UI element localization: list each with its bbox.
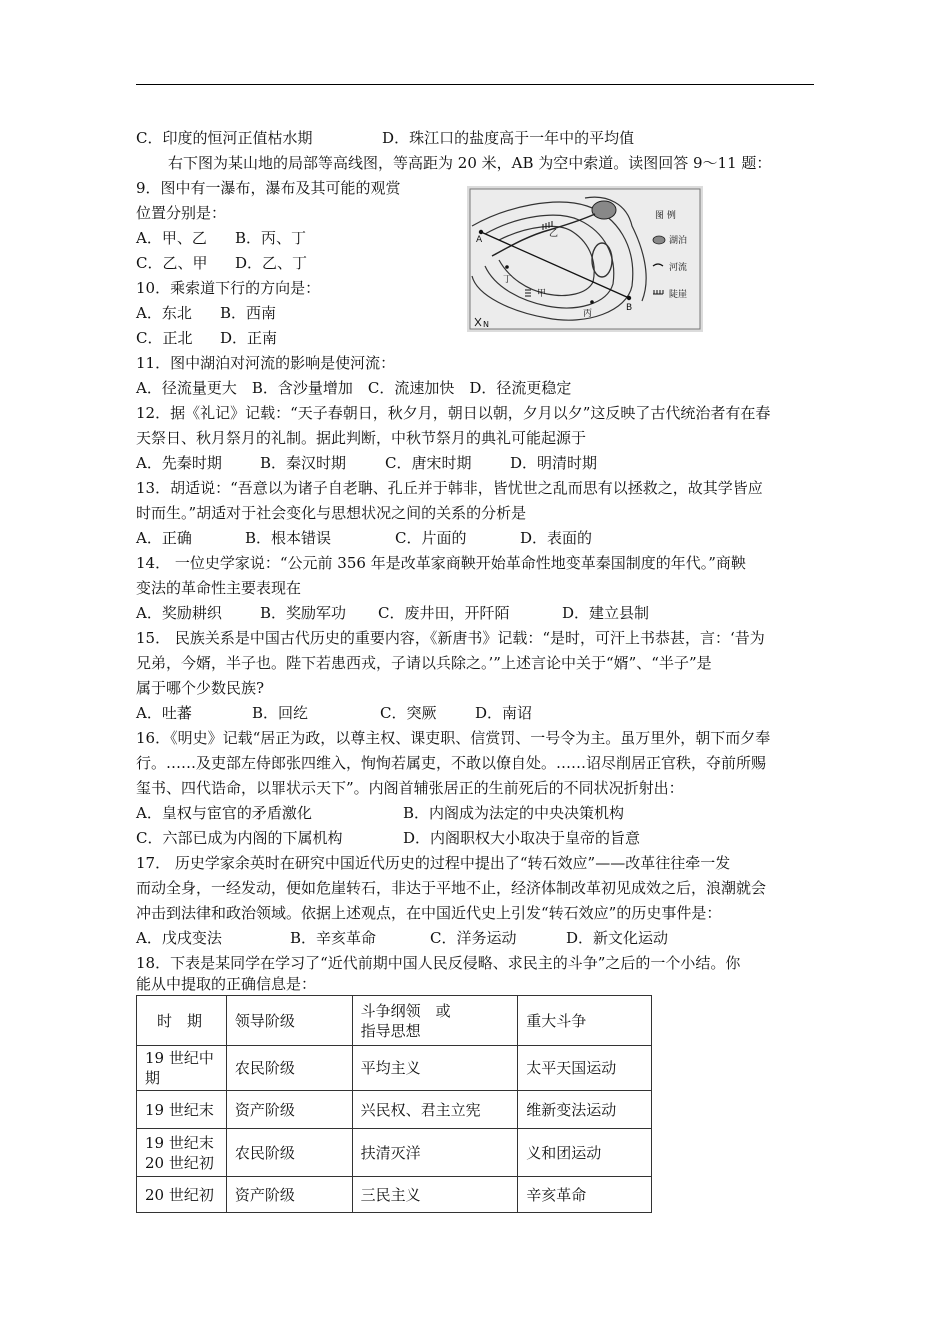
q13-option-b: B．根本错误: [245, 529, 332, 547]
q14-option-a: A．奖励耕织: [136, 604, 222, 622]
q11-stem: 11．图中湖泊对河流的影响是使河流：: [136, 354, 396, 372]
q17-stem-2: 而动全身，一经发动，便如危崖转石，非达于平地不止，经济体制改革初见成效之后，浪潮就会: [136, 879, 767, 897]
lake-shape: [592, 201, 616, 219]
north-label: N: [483, 320, 489, 329]
row4-program: 三民主义: [352, 1177, 518, 1213]
row2-program: 兴民权、君主立宪: [352, 1091, 518, 1129]
q10-option-d: D．正南: [220, 329, 278, 347]
q15-option-c: C．突厥: [380, 704, 437, 722]
q15-option-a: A．吐蕃: [136, 704, 192, 722]
row4-period: 20 世纪初: [137, 1177, 227, 1213]
q18-stem-2: 能从中提取的正确信息是：: [136, 975, 317, 993]
q8-option-d: D．珠江口的盐度高于一年中的平均值: [382, 129, 635, 147]
section-intro: 右下图为某山地的局部等高线图，等高距为 20 米，AB 为空中索道。读图回答 9～11 题：: [168, 154, 772, 172]
q13-option-a: A．正确: [136, 529, 192, 547]
table-row: [137, 1046, 652, 1091]
row1-struggle: 太平天国运动: [518, 1046, 652, 1091]
q12-option-a: A．先秦时期: [136, 454, 222, 472]
q16-option-b: B．内阁成为法定的中央决策机构: [403, 804, 625, 822]
legend-river-label: 河流: [669, 263, 688, 273]
q13-stem-2: 时而生。”胡适对于社会变化与思想状况之间的关系的分析是: [136, 504, 527, 522]
q14-option-d: D．建立县制: [562, 604, 650, 622]
header-program-line-1: 斗争纲领 或: [360, 1001, 451, 1020]
q11-options: A．径流量更大 B．含沙量增加 C．流速加快 D．径流更稳定: [136, 379, 572, 397]
q10-stem: 10．乘索道下行的方向是：: [136, 279, 321, 297]
q17-option-c: C．洋务运动: [430, 929, 517, 947]
header-rule: [136, 84, 814, 85]
row1-period: 19 世纪中期: [137, 1046, 227, 1091]
point-a-marker: [479, 230, 483, 234]
q15-stem-2: 兄弟，今婿，半子也。陛下若患西戎，子请以兵除之。’”上述言论中关于“婿”、“半子”是: [136, 654, 712, 672]
q12-option-b: B．秦汉时期: [260, 454, 347, 472]
row2-class: 资产阶级: [226, 1091, 352, 1129]
q12-option-c: C．唐宋时期: [385, 454, 472, 472]
q16-stem-1: 16．《明史》记载“居正为政，以尊主权、课吏职、信赏罚、一号令为主。虽万里外，朝下而夕奉: [136, 729, 771, 747]
contour-map: [467, 186, 703, 332]
q14-option-c: C．废井田，开阡陌: [378, 604, 510, 622]
q13-option-d: D．表面的: [520, 529, 593, 547]
point-b-marker: [627, 296, 631, 300]
legend-lake-label: 湖泊: [669, 236, 688, 246]
summary-table: [136, 995, 652, 1213]
q17-stem-3: 冲击到法律和政治领域。依据上述观点，在中国近代史上引发“转石效应”的历史事件是：: [136, 904, 722, 922]
label-bing: 丙: [583, 309, 593, 319]
legend-cliff-label: 陡崖: [669, 290, 688, 300]
q14-stem-1: 14． 一位史学家说：“公元前 356 年是改革家商鞅开始革命性地变革秦国制度的年代。”商鞅: [136, 554, 746, 572]
table-row: [137, 1129, 652, 1177]
row3-period-line-1: 19 世纪末: [145, 1133, 214, 1152]
row3-class: 农民阶级: [226, 1129, 352, 1177]
q15-stem-3: 属于哪个少数民族?: [136, 679, 265, 697]
header-struggle: 重大斗争: [518, 996, 652, 1046]
q9-option-c: C．乙、甲: [136, 254, 208, 272]
label-jia: 甲: [537, 289, 547, 299]
header-leading-class: 领导阶级: [226, 996, 352, 1046]
row3-period-line-2: 20 世纪初: [145, 1153, 214, 1172]
q9-option-b: B．丙、丁: [235, 229, 307, 247]
row2-struggle: 维新变法运动: [518, 1091, 652, 1129]
q10-option-b: B．西南: [220, 304, 277, 322]
row1-program: 平均主义: [352, 1046, 518, 1091]
point-ding-marker: [505, 265, 509, 269]
legend-title: 图 例: [655, 211, 676, 221]
q10-option-c: C．正北: [136, 329, 193, 347]
q12-stem-2: 天祭日、秋月祭月的礼制。据此判断，中秋节祭月的典礼可能起源于: [136, 429, 587, 447]
row2-period: 19 世纪末: [137, 1091, 227, 1129]
q16-stem-2: 行。……及吏部左侍郎张四维入，恂恂若属吏，不敢以僚自处。……诏尽削居正官秩，夺前所赐: [136, 754, 767, 772]
label-ding: 丁: [503, 275, 513, 285]
row3-period: [137, 1129, 227, 1177]
q9-stem-1: 9．图中有一瀑布，瀑布及其可能的观赏: [136, 179, 401, 197]
q9-stem-2: 位置分别是：: [136, 204, 227, 222]
q12-stem-1: 12．据《礼记》记载：“天子春朝日，秋夕月，朝日以朝，夕月以夕”这反映了古代统治者有在春: [136, 404, 771, 422]
table-row: [137, 1177, 652, 1213]
row4-struggle: 辛亥革命: [518, 1177, 652, 1213]
point-bing-marker: [590, 300, 594, 304]
q14-option-b: B．奖励军功: [260, 604, 347, 622]
row3-struggle: 义和团运动: [518, 1129, 652, 1177]
label-a: A: [476, 235, 483, 245]
q15-stem-1: 15． 民族关系是中国古代历史的重要内容，《新唐书》记载：“是时，可汗上书恭甚，言：‘昔为: [136, 629, 765, 647]
q8-options-line: [136, 128, 634, 148]
table-row: [137, 1091, 652, 1129]
row4-class: 资产阶级: [226, 1177, 352, 1213]
q14-stem-2: 变法的革命性主要表现在: [136, 579, 302, 597]
label-b: B: [626, 303, 633, 313]
q15-option-b: B．回纥: [252, 704, 309, 722]
row3-program: 扶清灭洋: [352, 1129, 518, 1177]
q16-stem-3: 玺书、四代诰命，以罪状示天下”。内阁首辅张居正的生前死后的不同状况折射出：: [136, 779, 684, 797]
q10-option-a: A．东北: [136, 304, 192, 322]
label-yi: 乙: [549, 229, 559, 239]
header-period: 时 期: [137, 996, 227, 1046]
q17-option-b: B．辛亥革命: [290, 929, 377, 947]
q12-option-d: D．明清时期: [510, 454, 598, 472]
q17-stem-1: 17． 历史学家余英时在研究中国近代历史的过程中提出了“转石效应”——改革往往牵一发: [136, 854, 731, 872]
q18-stem-1: 18．下表是某同学在学习了“近代前期中国人民反侵略、求民主的斗争”之后的一个小结。你: [136, 954, 741, 972]
q17-option-d: D．新文化运动: [566, 929, 669, 947]
header-program-line-2: 指导思想: [360, 1021, 421, 1040]
map-frame: [470, 189, 700, 329]
q16-option-d: D．内阁职权大小取决于皇帝的旨意: [403, 829, 641, 847]
q15-option-d: D．南诏: [475, 704, 533, 722]
q13-stem-1: 13．胡适说：“吾意以为诸子自老聃、孔丘并于韩非，皆忧世之乱而思有以拯救之，故其学皆应: [136, 479, 763, 497]
q9-option-d: D．乙、丁: [235, 254, 308, 272]
q13-option-c: C．片面的: [395, 529, 467, 547]
header-program: [352, 996, 518, 1046]
legend-lake-icon: [653, 236, 665, 244]
q17-option-a: A．戊戌变法: [136, 929, 222, 947]
table-header-row: [137, 996, 652, 1046]
q8-option-c: C．印度的恒河正值枯水期: [136, 129, 313, 147]
q9-option-a: A．甲、乙: [136, 229, 207, 247]
row1-class: 农民阶级: [226, 1046, 352, 1091]
q16-option-c: C．六部已成为内阁的下属机构: [136, 829, 343, 847]
q16-option-a: A．皇权与宦官的矛盾激化: [136, 804, 312, 822]
